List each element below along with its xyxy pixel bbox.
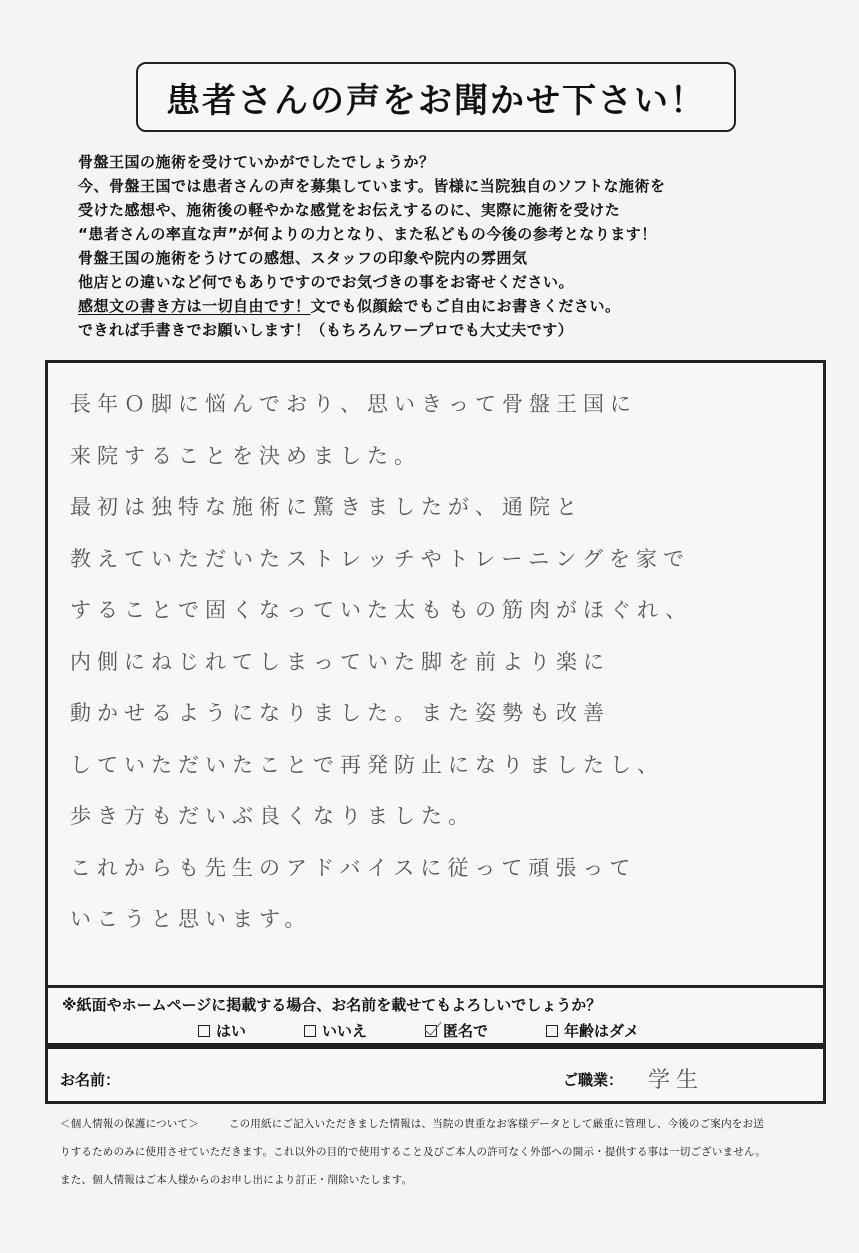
handwritten-message xyxy=(70,379,810,946)
intro-text xyxy=(78,150,818,342)
option-anonymous[interactable] xyxy=(425,1020,488,1041)
handwritten-line: 来院することを決めました。 xyxy=(70,443,421,468)
handwritten-line: することで固くなっていた太ももの筋肉がほぐれ、 xyxy=(70,598,693,622)
privacy-notice xyxy=(60,1110,820,1194)
privacy-heading: ＜個人情報の保護について＞ xyxy=(60,1118,199,1130)
checkbox-anonymous[interactable] xyxy=(425,1025,437,1037)
intro-line: 骨盤王国の施術を受けていかがでしたでしょうか？ xyxy=(78,153,435,171)
checkbox-no-age[interactable] xyxy=(546,1025,558,1037)
privacy-line: また、個人情報はご本人様からのお申し出により訂正・削除いたします。 xyxy=(60,1174,413,1186)
handwritten-line: 最初は独特な施術に驚きましたが、通院と xyxy=(70,495,583,519)
page-title: 患者さんの声をお聞かせ下さい！ xyxy=(166,80,706,121)
title-box xyxy=(136,62,736,132)
privacy-text: この用紙にご記入いただきました情報は、当院の貴重なお客様データとして厳重に管理し、今後のご案内をお送 xyxy=(228,1118,764,1130)
option-label: 匿名で xyxy=(443,1022,489,1040)
handwritten-line: していただいたことで再発防止になりましたし、 xyxy=(70,752,664,777)
consent-options xyxy=(198,1020,639,1041)
option-no-age[interactable] xyxy=(546,1020,639,1041)
occupation-value: 学生 xyxy=(648,1068,705,1093)
handwritten-line: いこうと思います。 xyxy=(70,907,312,931)
intro-line: できれば手書きでお願いします！（もちろんワープロでも大丈夫です） xyxy=(78,321,574,339)
handwritten-line: 内側にねじれてしまっていた脚を前より楽に xyxy=(70,649,610,674)
handwritten-line: 歩き方もだいぶ良くなりました。 xyxy=(70,804,475,828)
consent-question: ※紙面やホームページに掲載する場合、お名前を載せてもよろしいでしょうか？ xyxy=(62,996,602,1014)
intro-line: 今、骨盤王国では患者さんの声を募集しています。皆様に当院独自のソフトな施術を xyxy=(78,177,666,195)
option-label: 年齢はダメ xyxy=(564,1022,640,1040)
intro-line-rest: 文でも似顔絵でもご自由にお書きください。 xyxy=(310,297,621,315)
occupation-label: ご職業： xyxy=(563,1071,624,1089)
underlined-emphasis: 感想文の書き方は一切自由です！ xyxy=(78,297,311,315)
option-yes[interactable] xyxy=(198,1020,246,1041)
handwritten-line: 長年Ｏ脚に悩んでおり、思いきって骨盤王国に xyxy=(70,392,637,416)
checkbox-no[interactable] xyxy=(304,1025,316,1037)
intro-line: 他店との違いなど何でもありですのでお気づきの事をお寄せください。 xyxy=(78,273,575,291)
option-label: いいえ xyxy=(322,1022,368,1040)
intro-line: 受けた感想や、施術後の軽やかな感覚をお伝えするのに、実際に施術を受けた xyxy=(78,201,621,219)
intro-line-free-style xyxy=(78,294,818,318)
intro-line: 骨盤王国の施術をうけての感想、スタッフの印象や院内の雰囲気 xyxy=(78,249,528,267)
intro-line: “患者さんの率直な声”が何よりの力となり、また私どもの今後の参考となります！ xyxy=(78,225,657,243)
message-box xyxy=(45,360,826,988)
consent-section xyxy=(45,988,826,1046)
checkbox-yes[interactable] xyxy=(198,1025,210,1037)
handwritten-line: 動かせるようになりました。また姿勢も改善 xyxy=(70,701,610,725)
privacy-line xyxy=(60,1110,820,1138)
name-label: お名前： xyxy=(60,1071,121,1089)
privacy-line: りするためのみに使用させていただきます。これ以外の目的で使用すること及びご本人の許可なく外部への開示・提供する事は一切ございません。 xyxy=(60,1146,766,1158)
option-label: はい xyxy=(216,1022,247,1040)
option-no[interactable] xyxy=(304,1020,367,1041)
name-occupation-row xyxy=(45,1046,826,1104)
handwritten-line: 教えていただいたストレッチやトレーニングを家で xyxy=(70,546,690,571)
handwritten-line: これからも先生のアドバイスに従って頑張って xyxy=(70,855,637,880)
